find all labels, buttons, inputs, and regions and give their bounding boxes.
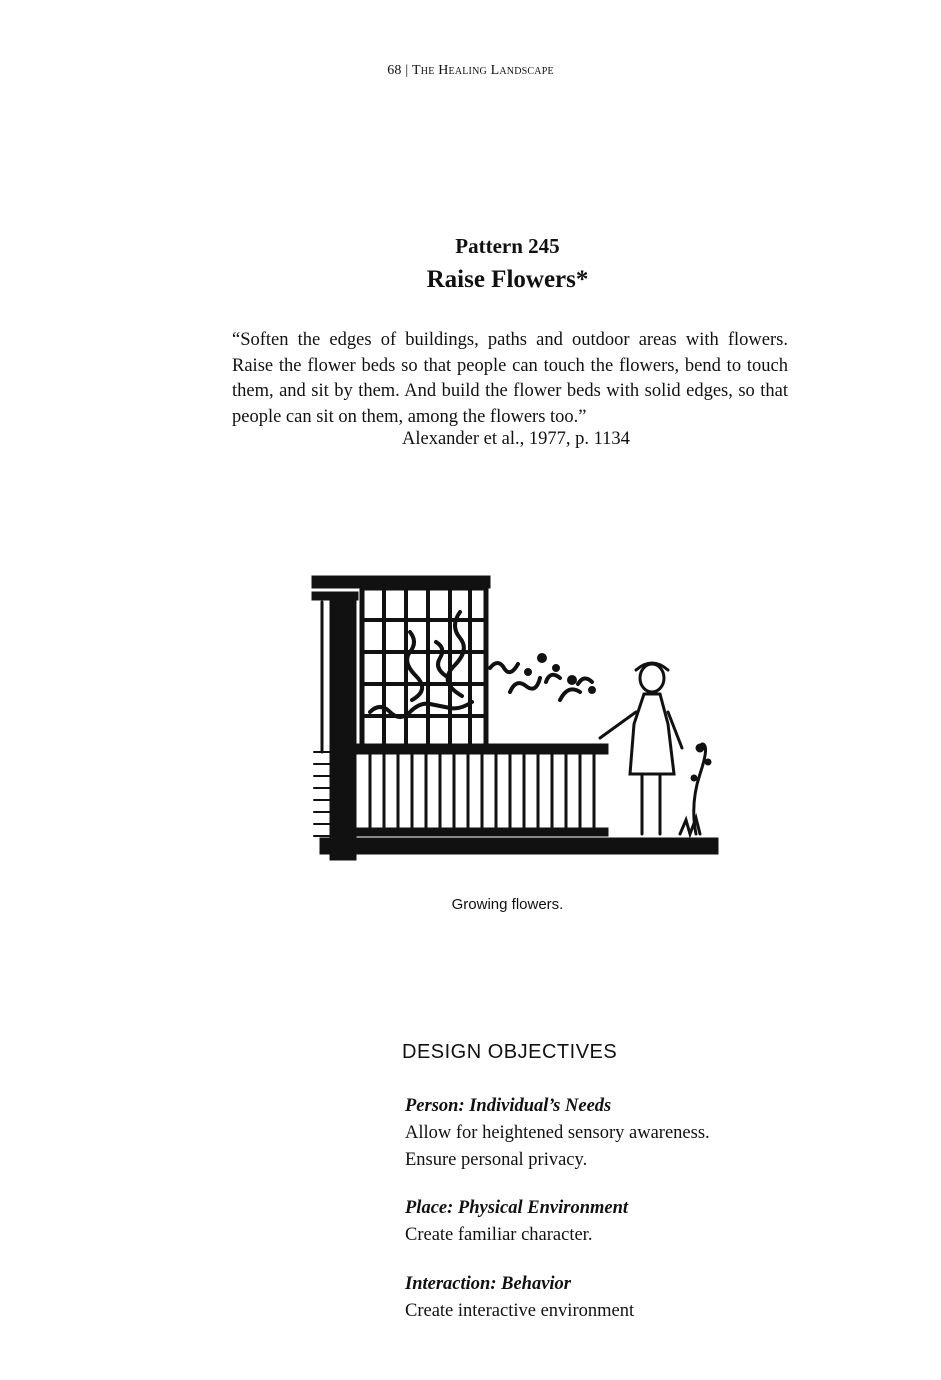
objective-item: Create interactive environment xyxy=(405,1301,635,1321)
objective-group-person xyxy=(405,1093,710,1174)
objective-item: Allow for heightened sensory awareness. xyxy=(405,1123,710,1143)
objective-item: Create familiar character. xyxy=(405,1225,593,1245)
quote-citation: Alexander et al., 1977, p. 1134 xyxy=(402,429,630,449)
raised-flower-bed-illustration xyxy=(310,572,722,868)
objective-item: Ensure personal privacy. xyxy=(405,1150,588,1170)
running-head-separator: | xyxy=(405,63,409,78)
running-head xyxy=(0,63,941,79)
figure-caption: Growing flowers. xyxy=(451,896,564,913)
objective-category: Place: Physical Environment xyxy=(405,1198,629,1218)
objective-category: Person: Individual’s Needs xyxy=(405,1096,612,1116)
design-objectives-heading: DESIGN OBJECTIVES xyxy=(402,1041,618,1063)
quote-text: “Soften the edges of buildings, paths and outdoor areas with flowers. Raise the flower beds so that people can touch the flowers, bend to touch them, and sit by them. And build the flower beds with solid edges, so that people can sit on them, among the flowers too.” xyxy=(232,330,788,427)
objective-group-place xyxy=(405,1195,628,1249)
objective-category: Interaction: Behavior xyxy=(405,1274,571,1294)
objective-group-interaction xyxy=(405,1271,634,1325)
pattern-number: Pattern 245 xyxy=(455,234,560,258)
page-number: 68 xyxy=(387,63,402,78)
pattern-title: Raise Flowers* xyxy=(426,266,589,293)
book-title: The Healing Landscape xyxy=(412,63,554,78)
